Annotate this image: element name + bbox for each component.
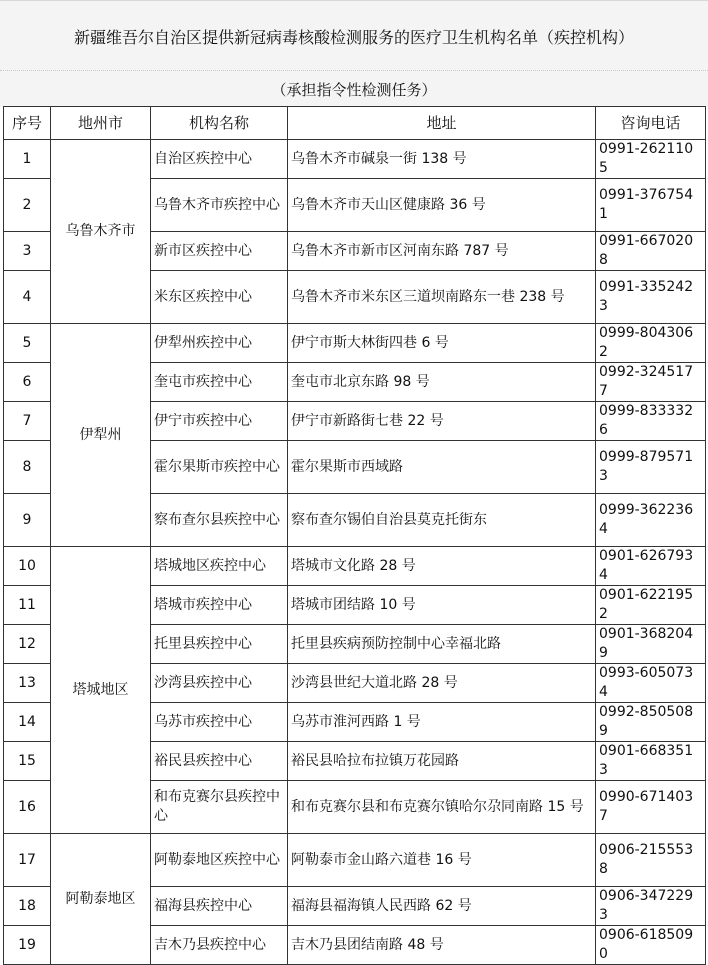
institution-address: 察布查尔锡伯自治县莫克托街东: [288, 494, 596, 547]
row-number: 5: [4, 324, 51, 363]
institution-address: 乌苏市淮河西路 1 号: [288, 703, 596, 742]
institution-phone: 0991-6670208: [596, 232, 706, 271]
institution-name: 自治区疾控中心: [151, 140, 288, 179]
institution-address: 乌鲁木齐市碱泉一街 138 号: [288, 140, 596, 179]
region-cell: 塔城地区: [51, 547, 151, 834]
institution-name: 阿勒泰地区疾控中心: [151, 834, 288, 887]
institution-phone: 0999-8043062: [596, 324, 706, 363]
region-cell: 乌鲁木齐市: [51, 140, 151, 324]
institution-phone: 0906-6185090: [596, 926, 706, 965]
row-number: 13: [4, 664, 51, 703]
institution-phone: 0999-8333326: [596, 402, 706, 441]
institution-name: 塔城地区疾控中心: [151, 547, 288, 586]
institution-address: 阿勒泰市金山路六道巷 16 号: [288, 834, 596, 887]
institution-name: 米东区疾控中心: [151, 271, 288, 324]
header-region: 地州市: [51, 107, 151, 140]
document-subtitle: （承担指令性检测任务）: [0, 70, 708, 107]
region-cell: 阿勒泰地区: [51, 834, 151, 965]
institution-phone: 0990-6714037: [596, 781, 706, 834]
row-number: 10: [4, 547, 51, 586]
row-number: 11: [4, 586, 51, 625]
institution-name: 福海县疾控中心: [151, 887, 288, 926]
institution-name: 托里县疾控中心: [151, 625, 288, 664]
table-row: [4, 324, 706, 363]
row-number: 1: [4, 140, 51, 179]
row-number: 7: [4, 402, 51, 441]
institution-name: 察布查尔县疾控中心: [151, 494, 288, 547]
institution-phone: 0901-6683513: [596, 742, 706, 781]
institution-name: 乌苏市疾控中心: [151, 703, 288, 742]
institution-phone: 0991-3767541: [596, 179, 706, 232]
institution-name: 沙湾县疾控中心: [151, 664, 288, 703]
institution-phone: 0993-6050734: [596, 664, 706, 703]
row-number: 6: [4, 363, 51, 402]
institution-address: 伊宁市新路街七巷 22 号: [288, 402, 596, 441]
institution-address: 塔城市文化路 28 号: [288, 547, 596, 586]
header-no: 序号: [4, 107, 51, 140]
institution-address: 乌鲁木齐市米东区三道坝南路东一巷 238 号: [288, 271, 596, 324]
header-phone: 咨询电话: [596, 107, 706, 140]
institution-phone: 0906-2155538: [596, 834, 706, 887]
institution-phone: 0992-8505089: [596, 703, 706, 742]
institution-address: 伊宁市斯大林街四巷 6 号: [288, 324, 596, 363]
institution-name: 奎屯市疾控中心: [151, 363, 288, 402]
institution-name: 乌鲁木齐市疾控中心: [151, 179, 288, 232]
institution-phone: 0991-3352423: [596, 271, 706, 324]
institution-address: 裕民县哈拉布拉镇万花园路: [288, 742, 596, 781]
institution-name: 吉木乃县疾控中心: [151, 926, 288, 965]
institution-address: 吉木乃县团结南路 48 号: [288, 926, 596, 965]
header-address: 地址: [288, 107, 596, 140]
institution-name: 新市区疾控中心: [151, 232, 288, 271]
table-row: [4, 547, 706, 586]
region-cell: 伊犁州: [51, 324, 151, 547]
institution-phone: 0901-3682049: [596, 625, 706, 664]
row-number: 16: [4, 781, 51, 834]
institution-name: 和布克赛尔县疾控中心: [151, 781, 288, 834]
institution-address: 福海县福海镇人民西路 62 号: [288, 887, 596, 926]
row-number: 12: [4, 625, 51, 664]
row-number: 8: [4, 441, 51, 494]
table-header-row: [4, 107, 706, 140]
institution-address: 乌鲁木齐市天山区健康路 36 号: [288, 179, 596, 232]
institution-address: 塔城市团结路 10 号: [288, 586, 596, 625]
institution-address: 奎屯市北京东路 98 号: [288, 363, 596, 402]
institution-phone: 0991-2621105: [596, 140, 706, 179]
institution-address: 乌鲁木齐市新市区河南东路 787 号: [288, 232, 596, 271]
institution-phone: 0901-6221952: [596, 586, 706, 625]
institution-address: 沙湾县世纪大道北路 28 号: [288, 664, 596, 703]
institution-address: 和布克赛尔县和布克赛尔镇哈尔尕同南路 15 号: [288, 781, 596, 834]
institution-name: 塔城市疾控中心: [151, 586, 288, 625]
institution-name: 裕民县疾控中心: [151, 742, 288, 781]
institution-address: 托里县疾病预防控制中心幸福北路: [288, 625, 596, 664]
table-row: [4, 140, 706, 179]
institution-phone: 0999-3622364: [596, 494, 706, 547]
institution-table: [3, 106, 706, 965]
row-number: 3: [4, 232, 51, 271]
institution-phone: 0901-6267934: [596, 547, 706, 586]
row-number: 4: [4, 271, 51, 324]
institution-name: 霍尔果斯市疾控中心: [151, 441, 288, 494]
institution-phone: 0992-3245177: [596, 363, 706, 402]
institution-phone: 0999-8795713: [596, 441, 706, 494]
row-number: 17: [4, 834, 51, 887]
table-row: [4, 834, 706, 887]
institution-phone: 0906-3472293: [596, 887, 706, 926]
document-title: 新疆维吾尔自治区提供新冠病毒核酸检测服务的医疗卫生机构名单（疾控机构）: [0, 0, 708, 71]
institution-name: 伊宁市疾控中心: [151, 402, 288, 441]
row-number: 18: [4, 887, 51, 926]
row-number: 9: [4, 494, 51, 547]
header-name: 机构名称: [151, 107, 288, 140]
row-number: 2: [4, 179, 51, 232]
row-number: 19: [4, 926, 51, 965]
row-number: 15: [4, 742, 51, 781]
table-body: [4, 140, 706, 965]
institution-name: 伊犁州疾控中心: [151, 324, 288, 363]
institution-address: 霍尔果斯市西域路: [288, 441, 596, 494]
row-number: 14: [4, 703, 51, 742]
